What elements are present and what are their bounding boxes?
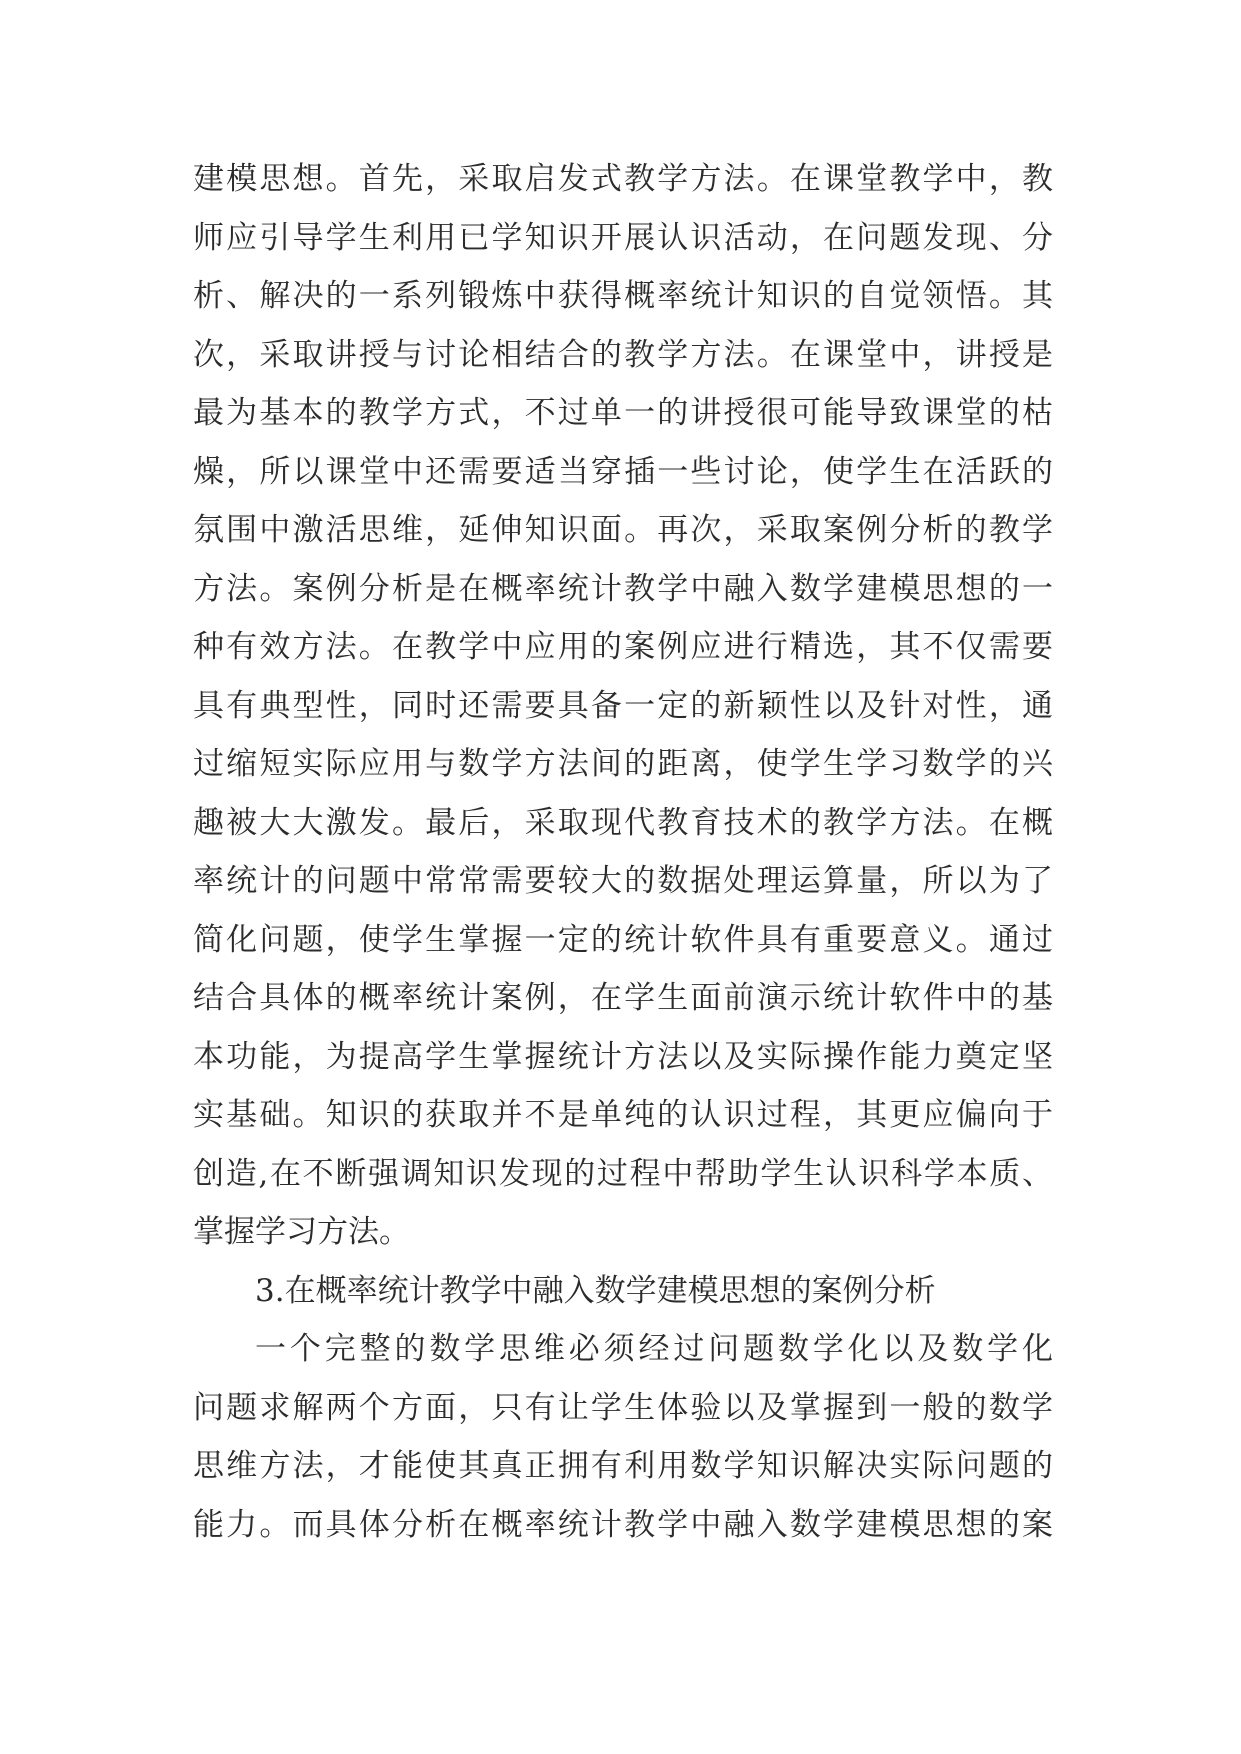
body-text-line: 种有效方法。在教学中应用的案例应进行精选，其不仅需要: [193, 629, 1053, 665]
body-text-line: 一个完整的数学思维必须经过问题数学化以及数学化: [255, 1331, 1053, 1367]
body-text-line: 创造,在不断强调知识发现的过程中帮助学生认识科学本质、: [193, 1155, 1053, 1192]
body-text-line: 析、解决的一系列锻炼中获得概率统计知识的自觉领悟。其: [193, 278, 1053, 314]
body-text-line: 最为基本的教学方式，不过单一的讲授很可能导致课堂的枯: [193, 395, 1053, 431]
body-text-line: 过缩短实际应用与数学方法间的距离，使学生学习数学的兴: [193, 746, 1053, 782]
body-text-line: 思维方法，才能使其真正拥有利用数学知识解决实际问题的: [193, 1448, 1053, 1484]
body-text-line: 趣被大大激发。最后，采取现代教育技术的教学方法。在概: [193, 804, 1053, 841]
body-text-line: 结合具体的概率统计案例，在学生面前演示统计软件中的基: [193, 980, 1053, 1016]
body-text-line: 掌握学习方法。: [193, 1214, 410, 1250]
body-text-line: 方法。案例分析是在概率统计教学中融入数学建模思想的一: [193, 570, 1053, 607]
body-text-line: 本功能，为提高学生掌握统计方法以及实际操作能力奠定坚: [193, 1038, 1053, 1075]
body-text-line: 实基础。知识的获取并不是单纯的认识过程，其更应偏向于: [193, 1097, 1053, 1133]
body-text-line: 简化问题，使学生掌握一定的统计软件具有重要意义。通过: [193, 921, 1053, 958]
section-heading: 3.在概率统计教学中融入数学建模思想的案例分析: [255, 1272, 936, 1309]
body-text-line: 燥，所以课堂中还需要适当穿插一些讨论，使学生在活跃的: [193, 453, 1053, 490]
body-text-line: 能力。而具体分析在概率统计教学中融入数学建模思想的案: [193, 1506, 1053, 1543]
body-text-line: 建模思想。首先，采取启发式教学方法。在课堂教学中，教: [193, 161, 1053, 197]
body-text-line: 氛围中激活思维，延伸知识面。再次，采取案例分析的教学: [193, 512, 1053, 548]
body-text-line: 率统计的问题中常常需要较大的数据处理运算量，所以为了: [193, 863, 1053, 899]
body-text-line: 问题求解两个方面，只有让学生体验以及掌握到一般的数学: [193, 1389, 1053, 1426]
body-text-line: 次，采取讲授与讨论相结合的教学方法。在课堂中，讲授是: [193, 336, 1053, 373]
body-text-line: 具有典型性，同时还需要具备一定的新颖性以及针对性，通: [193, 687, 1053, 724]
body-text-line: 师应引导学生利用已学知识开展认识活动，在问题发现、分: [193, 219, 1053, 256]
